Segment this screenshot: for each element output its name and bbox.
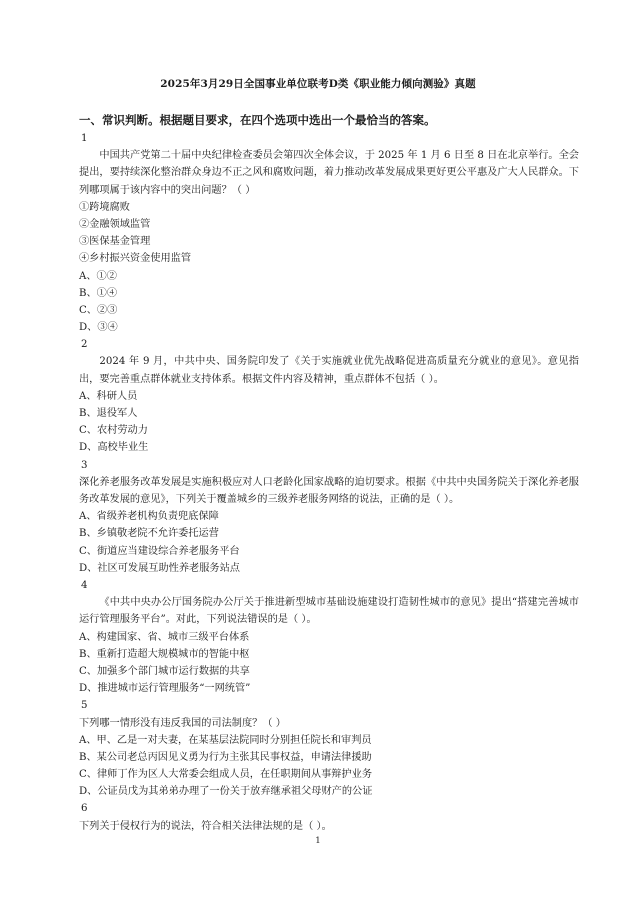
- answer-option: B、重新打造超大规模城市的智能中枢: [79, 648, 250, 660]
- answer-option: D、推进城市运行管理服务“一网统管”: [79, 683, 251, 695]
- question-item: ④乡村振兴资金使用监管: [79, 253, 192, 265]
- page-number: 1: [315, 836, 321, 846]
- question-stem: 下列关于侵权行为的说法，符合相关法律法规的是（ ）。: [79, 820, 332, 832]
- question-stem: 2024 年 9 月，中共中央、国务院印发了《关于实施就业优先战略促进高质量充分就业的意见》。意见指出，要完善重点群体就业支持体系。根据文件内容及精神，重点群体不包括（ ）。: [79, 356, 579, 385]
- answer-option: A、构建国家、省、城市三级平台体系: [79, 631, 250, 643]
- answer-option: B、乡镇敬老院不允许委托运营: [79, 528, 219, 540]
- answer-option: C、加强多个部门城市运行数据的共享: [79, 665, 250, 677]
- answer-option: B、①④: [79, 287, 118, 299]
- question-number: 4: [81, 579, 88, 591]
- answer-option: C、农村劳动力: [79, 425, 148, 437]
- question-item: ①跨境腐败: [79, 201, 130, 213]
- question-stem: 中国共产党第二十届中央纪律检查委员会第四次全体会议，于 2025 年 1 月 6 日至 8 日在北京举行。全会提出，要持续深化整治群众身边不正之风和腐败问题，着力推动改革发展成果更好更公平惠及广大人民群众。下列哪项属于该内容中的突出问题？（ ）: [79, 150, 579, 196]
- question-stem: 下列哪一情形没有违反我国的司法制度？（ ）: [79, 717, 286, 729]
- question-number: 1: [81, 133, 88, 144]
- question-number: 2: [81, 339, 88, 351]
- answer-option: A、①②: [79, 270, 117, 282]
- answer-option: C、②③: [79, 304, 118, 316]
- answer-option: A、甲、乙是一对夫妻，在某基层法院同时分别担任院长和审判员: [79, 734, 372, 746]
- answer-option: D、③④: [79, 322, 118, 334]
- answer-option: A、省级养老机构负责兜底保障: [79, 511, 219, 523]
- answer-option: C、律师丁作为区人大常委会组成人员，在任职期间从事辩护业务: [79, 769, 373, 781]
- question-number: 6: [81, 803, 88, 815]
- question-item: ③医保基金管理: [79, 236, 151, 248]
- question-number: 3: [81, 459, 88, 471]
- answer-option: B、某公司老总丙因见义勇为行为主张其民事权益，申请法律援助: [79, 751, 372, 763]
- question-item: ②金融领域监管: [79, 218, 151, 230]
- document-body: [79, 130, 579, 835]
- answer-option: B、退役军人: [79, 408, 138, 420]
- section-heading: 一、常识判断。根据题目要求，在四个选项中选出一个最恰当的答案。: [79, 113, 436, 127]
- answer-option: D、高校毕业生: [79, 442, 149, 454]
- answer-option: D、社区可发展互助性养老服务站点: [79, 562, 240, 574]
- answer-option: A、科研人员: [79, 390, 138, 402]
- document-title: 2025年3月29日全国事业单位联考D类《职业能力倾向测验》真题: [160, 78, 476, 90]
- answer-option: C、街道应当建设综合养老服务平台: [79, 545, 240, 557]
- question-number: 5: [81, 700, 88, 712]
- answer-option: D、公证员戊为其弟弟办理了一份关于放弃继承祖父母财产的公证: [79, 786, 373, 798]
- question-stem: 《中共中央办公厅国务院办公厅关于推进新型城市基础设施建设打造韧性城市的意见》提出“搭建完善城市运行管理服务平台”。对此，下列说法错误的是（ ）。: [79, 597, 579, 626]
- question-stem: 深化养老服务改革发展是实施积极应对人口老龄化国家战略的迫切要求。根据《中共中央国务院关于深化养老服务改革发展的意见》，下列关于覆盖城乡的三级养老服务网络的说法，正确的是（ ）。: [79, 476, 579, 506]
